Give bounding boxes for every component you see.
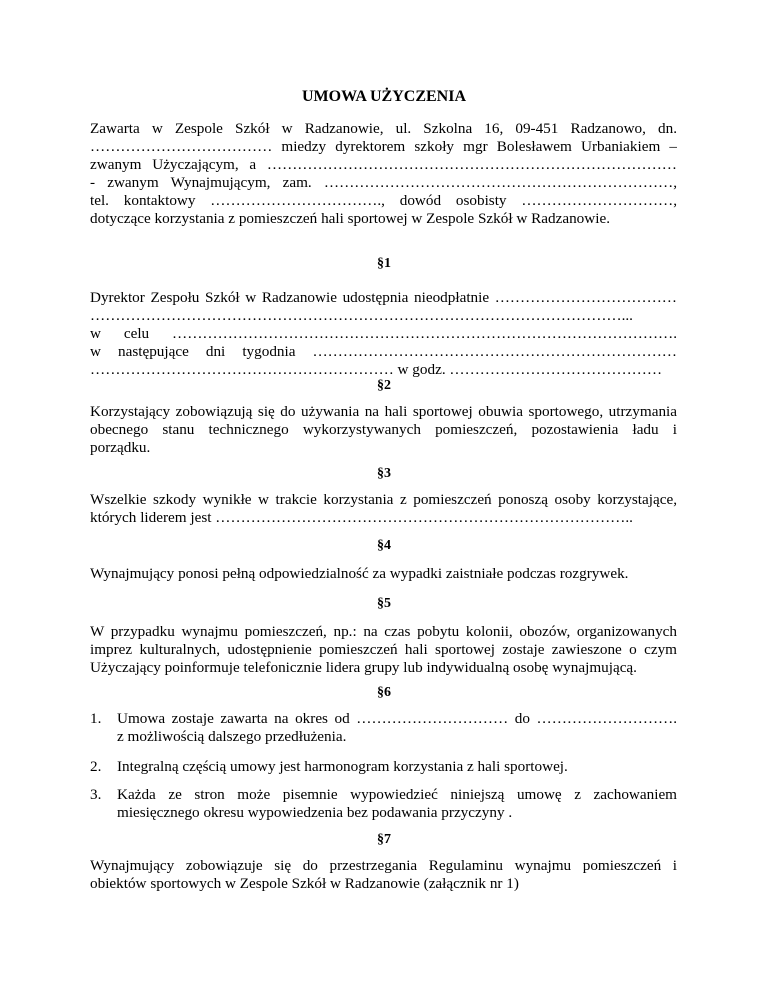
section-2-line: Korzystający zobowiązują się do używania na hali sportowej obuwia sportowego, utrzymania [90, 403, 677, 420]
intro-line: Zawarta w Zespole Szkół w Radzanowie, ul. Szkolna 16, 09-451 Radzanowo, dn. [90, 120, 677, 137]
section-7-text [90, 857, 677, 893]
section-3-text [90, 491, 677, 527]
intro-line: ……………………………… miedzy dyrektorem szkoły mgr Bolesławem Urbaniakiem – [90, 138, 677, 155]
list-number: 3. [90, 786, 102, 803]
section-3-line: których liderem jest ……………………………………………………………………….. [90, 509, 633, 526]
list-number: 1. [90, 710, 102, 727]
list-item-line: Każda ze stron może pisemnie wypowiedzieć niniejszą umowę z zachowaniem [117, 786, 677, 803]
section-7-heading: §7 [377, 832, 391, 847]
section-2-line: porządku. [90, 439, 151, 456]
section-1-line: w celu ………………………………………………………………………………………. [90, 325, 677, 342]
intro-line: zwanym Użyczającym, a ……………………………………………………………………… [90, 156, 677, 173]
section-2-line: obecnego stanu technicznego wykorzystywanych pomieszczeń, pozostawienia ładu i [90, 421, 677, 438]
document-title: UMOWA UŻYCZENIA [301, 88, 466, 105]
section-4-text [90, 565, 677, 583]
intro-paragraph [90, 120, 677, 228]
section-4-heading: §4 [377, 538, 391, 553]
intro-line: dotyczące korzystania z pomieszczeń hali sportowej w Zespole Szkół w Radzanowie. [90, 210, 610, 227]
section-1-line: …………………………………………………… w godz. …………………………………… [90, 361, 663, 378]
list-number: 2. [90, 758, 102, 775]
section-6-heading: §6 [377, 685, 391, 700]
section-1-line: ……………………………………………………………………………………………... [90, 307, 633, 324]
list-item-line: miesięcznego okresu wypowiedzenia bez podawania przyczyny . [117, 804, 513, 821]
section-3-line: Wszelkie szkody wynikłe w trakcie korzystania z pomieszczeń ponoszą osoby korzystające, [90, 491, 677, 508]
section-1-text [90, 289, 677, 379]
section-2-heading: §2 [377, 378, 391, 393]
section-7-line: obiektów sportowych w Zespole Szkół w Radzanowie (załącznik nr 1) [90, 875, 519, 892]
section-5-line: Użyczający poinformuje telefonicznie lidera grupy lub indywidualną osobę wynajmującą. [90, 659, 637, 676]
section-2-text [90, 403, 677, 457]
intro-line: - zwanym Wynajmującym, zam. ……………………………………………………………, [90, 174, 677, 191]
section-1-line: Dyrektor Zespołu Szkół w Radzanowie udostępnia nieodpłatnie ……………………………… [90, 289, 677, 306]
intro-line: tel. kontaktowy ……………………………., dowód osobisty …………………………, [90, 192, 677, 209]
list-item-line: z możliwością dalszego przedłużenia. [117, 728, 347, 745]
section-5-heading: §5 [377, 596, 391, 611]
section-3-heading: §3 [377, 466, 391, 481]
list-item-line: Umowa zostaje zawarta na okres od ………………………… do ………………………. [117, 710, 677, 727]
section-5-line: imprez kulturalnych, udostępnienie pomieszczeń hali sportowej zostaje zawieszone o czym [90, 641, 677, 658]
section-7-line: Wynajmujący zobowiązuje się do przestrzegania Regulaminu wynajmu pomieszczeń i [90, 857, 677, 874]
section-5-text [90, 623, 677, 677]
section-1-heading: §1 [377, 256, 391, 271]
section-1-line: w następujące dni tygodnia ……………………………………………………………… [90, 343, 677, 360]
section-5-line: W przypadku wynajmu pomieszczeń, np.: na czas pobytu kolonii, obozów, organizowanych [90, 623, 677, 640]
section-4-line: Wynajmujący ponosi pełną odpowiedzialność za wypadki zaistniałe podczas rozgrywek. [90, 565, 629, 582]
list-item-line: Integralną częścią umowy jest harmonogram korzystania z hali sportowej. [117, 758, 568, 775]
